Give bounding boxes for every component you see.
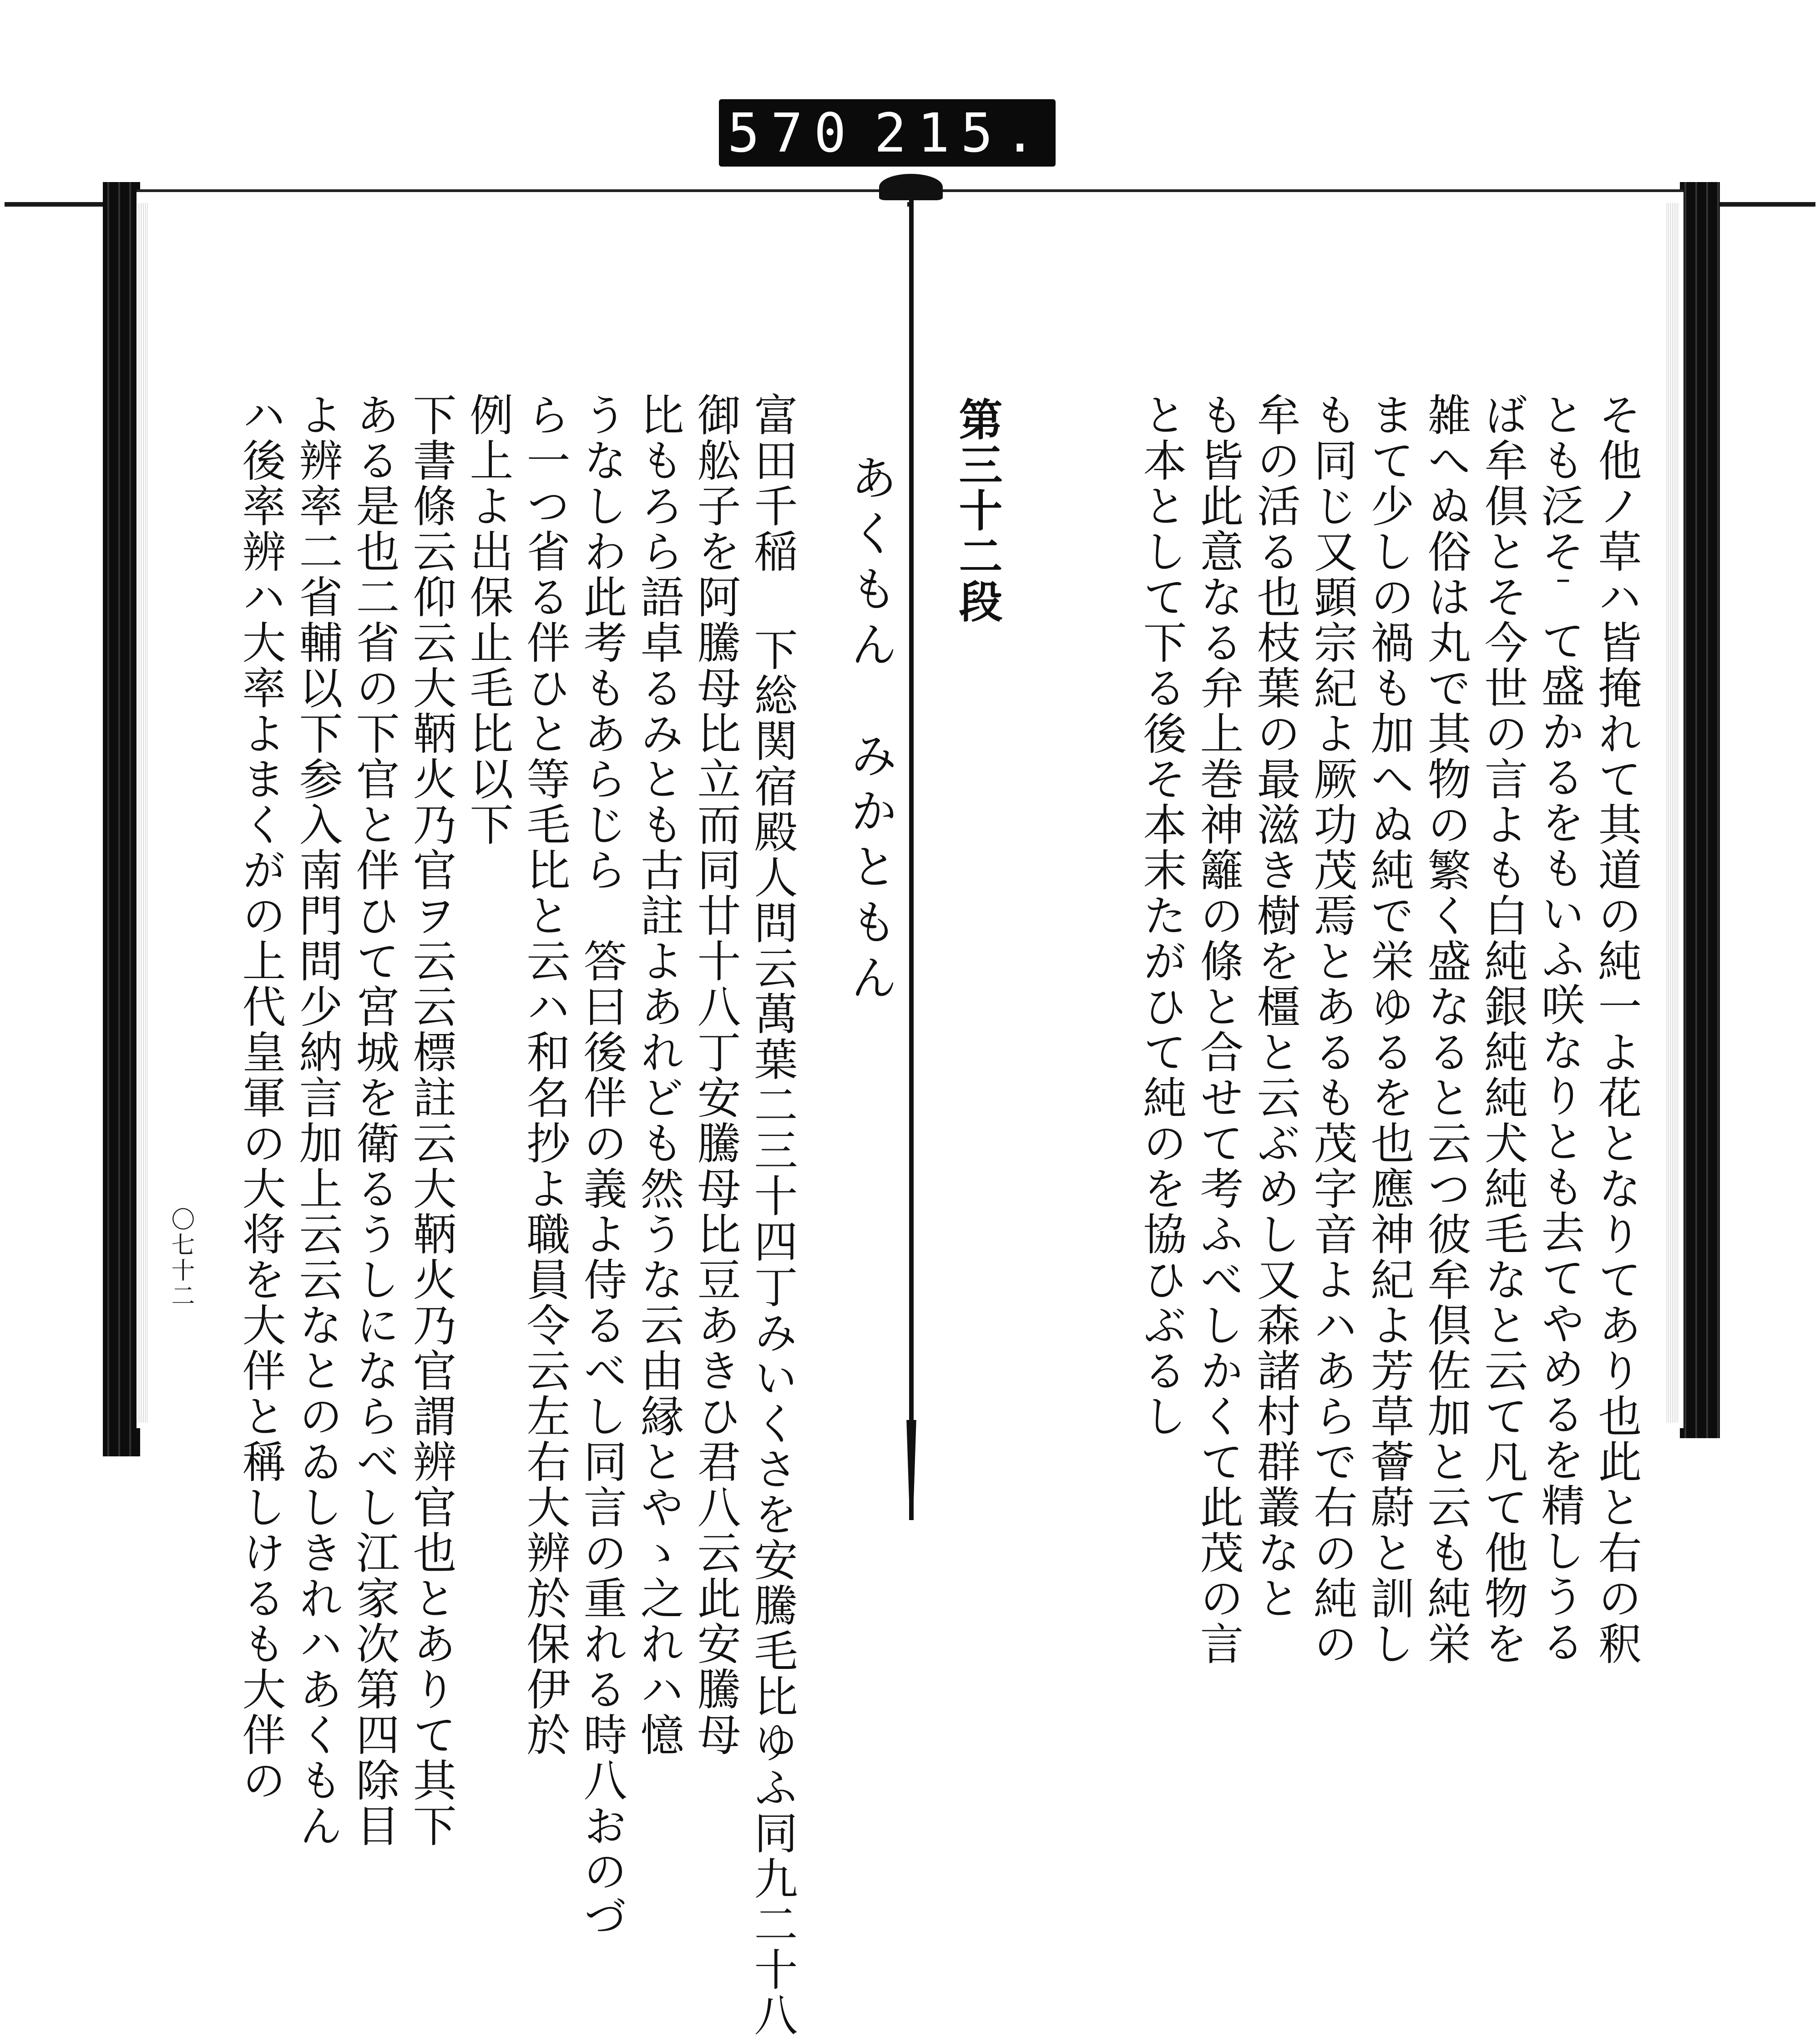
- right-line-8: も皆此意なる弁上巻神籬の條と合せて考ふべしかくて此茂の言: [1193, 392, 1244, 1667]
- reference-number-left: 570: [727, 101, 857, 164]
- reference-number-right: 215.: [874, 101, 1047, 164]
- right-line-3: ば牟倶とそ今世の言よも白純銀純純犬純毛なと云て凡て他物を: [1477, 392, 1528, 1667]
- archive-reference-label: [719, 99, 1056, 167]
- right-line-2: とも泛そ̄て盛かるをもいふ咲なりとも去てやめるを精しうる: [1534, 392, 1585, 1665]
- right-page-edge: [1665, 203, 1679, 1423]
- left-line-7: 下書條云仰云大鞆火乃官ヲ云云標註云大鞆火乃官謂辨官也とありて其下: [406, 392, 457, 1849]
- right-line-9: と本として下る後そ本末たがひて純のを協ひぶるし: [1136, 392, 1187, 1439]
- right-line-1: そ他ノ草ハ皆掩れて其道の純一よ花となりてあり也此と右の釈: [1591, 392, 1642, 1667]
- right-page: [910, 189, 1684, 1667]
- right-line-6: も同じ又顕宗紀よ厥功茂焉とあるも茂字音よハあらで右の純の: [1307, 392, 1358, 1667]
- page-number: 〇七十二: [167, 1207, 194, 1309]
- right-cover-edge: [1680, 182, 1720, 1438]
- left-line-4: うなしわ此考もあらじら 答曰後伴の義よ侍るべし同言の重れる時八おのづ: [576, 392, 627, 1940]
- left-line-1: 富田千稲 下総関宿殿人問云萬葉二三十四丁みいくさを安騰毛比ゆふ同九二十八: [747, 392, 798, 2038]
- left-page: [136, 189, 907, 2038]
- left-line-5: ら一つ省る伴ひと等毛比と云ハ和名抄よ職員令云左右大辨於保伊於: [520, 392, 571, 1758]
- left-line-9: よ辨率二省輔以下参入南門問少納言加上云云なとのゐしきれハあくもん: [292, 392, 343, 1849]
- left-line-10: ハ後率辨ハ大率よまくがの上代皇軍の大将を大伴と稱しけるも大伴の: [235, 392, 286, 1803]
- left-page-edge: [136, 203, 148, 1423]
- left-line-8: ある是也二省の下官と伴ひて宮城を衛るうしにならべし江家次第四除目: [349, 392, 400, 1849]
- bookmark-ribbon: [903, 1420, 920, 1520]
- left-cover-edge: [103, 182, 140, 1456]
- left-line-2: 御舩子を阿騰母比立而同廿十八丁安騰母比豆あきひ君八云此安騰母: [690, 392, 741, 1758]
- book-gutter: [909, 191, 914, 1520]
- left-title: あくもん みかともん: [842, 453, 898, 1009]
- right-line-7: 牟の活る也枝葉の最滋き樹を橿と云ぶめし又森諸村群叢なと: [1250, 392, 1301, 1621]
- left-line-6: 例上よ出保止毛比以下: [463, 392, 514, 847]
- right-line-4: 雑へぬ俗は丸で其物の繁く盛なると云つ彼牟倶佐加と云も純栄: [1421, 392, 1471, 1667]
- right-line-5: まて少しの禍も加へぬ純で栄ゆるを也應神紀よ芳草薈蔚と訓し: [1364, 392, 1415, 1667]
- left-line-3: 比もろら語卓るみとも古註よあれども然うな云由縁とやゝ之れハ憶: [633, 392, 684, 1758]
- section-heading: 第三十二段: [952, 397, 1003, 624]
